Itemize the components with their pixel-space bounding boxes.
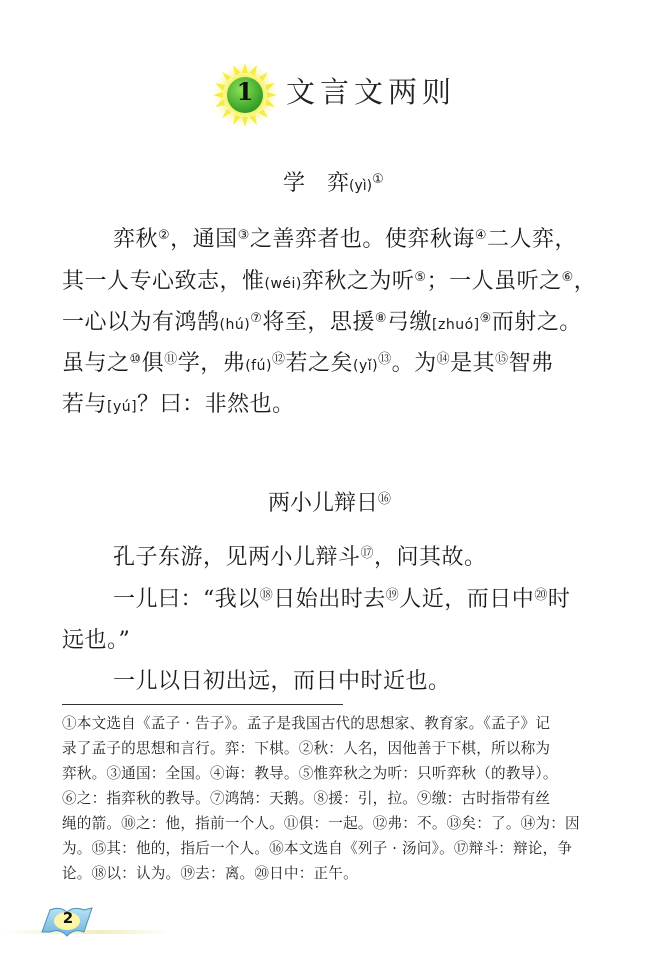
footnote-marker: ② <box>158 228 171 243</box>
footnote-marker: ⑥ <box>561 270 574 285</box>
footnote-line: 为。⑮其：他的，指后一个人。⑯本文选自《列子 · 汤问》。⑰辩斗：辩论，争 <box>62 840 573 857</box>
text: 而射之。 <box>491 310 582 335</box>
text-line <box>113 540 487 571</box>
text: 弈秋 <box>113 227 159 252</box>
lesson-title: 文言文两则 <box>286 75 457 109</box>
text-line <box>62 623 130 654</box>
text: 人近，而日中 <box>399 587 535 612</box>
text-line <box>62 346 554 377</box>
text: 孔子东游，见两小儿辩斗 <box>113 545 361 570</box>
text-line <box>113 222 577 253</box>
footnote-marker: ③ <box>237 228 250 243</box>
footnote-marker: ⑦ <box>250 311 263 326</box>
footnote-line: ⑥之：指弈秋的教导。⑦鸿鹄：天鹅。⑧援：引，拉。⑨缴：古时指带有丝 <box>62 790 551 807</box>
text: 日始出时去 <box>273 587 386 612</box>
footnote-divider <box>62 704 343 705</box>
text: 俱 <box>141 351 165 376</box>
lesson-number: 1 <box>236 77 254 106</box>
footnote-marker: ⑳ <box>534 588 548 603</box>
pinyin: [zhuó] <box>432 317 480 333</box>
text: ；一人虽听之 <box>426 269 562 294</box>
footnote-marker: ⑫ <box>271 352 286 367</box>
footnote-marker: ⑨ <box>479 311 492 326</box>
footnote-marker: ⑰ <box>360 546 375 561</box>
text: ，问其故。 <box>374 545 487 570</box>
pinyin: (fú) <box>245 358 272 374</box>
footnote-marker: ⑭ <box>436 352 451 367</box>
pinyin: (hú) <box>219 317 251 333</box>
footnote-line: 论。⑱以：认为。⑲去：离。⑳日中：正午。 <box>62 865 358 882</box>
section-title-liangxiaoer <box>268 486 391 517</box>
title-char: 弈 <box>327 171 350 196</box>
text-line <box>113 664 451 695</box>
footnote-marker: ⑯ <box>378 492 392 507</box>
text: 智弗 <box>508 351 554 376</box>
footnote-marker: ⑩ <box>129 352 142 367</box>
lesson-number-badge <box>212 62 278 128</box>
footnote-line: 录了孟子的思想和言行。弈：下棋。②秋：人名，因他善于下棋，所以称为 <box>62 740 551 757</box>
footnote-marker: ⑱ <box>259 588 274 603</box>
title-text: 两小儿辩日 <box>268 491 379 516</box>
footnote-marker: ⑮ <box>495 352 509 367</box>
text: 若之矣 <box>285 351 353 376</box>
footnote-marker: ① <box>372 172 384 187</box>
text: 之善弈者也。使弈秋诲 <box>249 227 475 252</box>
text-line <box>62 305 582 336</box>
footnote-marker: ⑤ <box>414 270 427 285</box>
text: 若与 <box>62 392 108 417</box>
pinyin: (yì) <box>349 178 373 194</box>
text: 将至，思援 <box>262 310 375 335</box>
pinyin: [yú] <box>107 399 138 415</box>
text: 学，弗 <box>177 351 246 376</box>
text-line <box>62 264 596 295</box>
text: 一儿曰：“我以 <box>113 587 260 612</box>
text: 一儿以日初出远，而日中时近也。 <box>113 669 451 694</box>
pinyin: (yǐ) <box>352 358 379 374</box>
footnote-marker: ⑪ <box>164 352 178 367</box>
text: 是其 <box>450 351 496 376</box>
text: ？曰：非然也。 <box>137 392 295 417</box>
text: 时 <box>547 587 571 612</box>
text: ， <box>573 269 597 294</box>
footnote-marker: ④ <box>474 228 488 243</box>
footnote-line: 绳的箭。⑩之：他，指前一个人。⑪俱：一起。⑫弗：不。⑬矣：了。⑭为：因 <box>62 815 580 832</box>
text: 一心以为有鸿鹄 <box>62 310 220 335</box>
text-line <box>62 387 295 418</box>
title-char: 学 <box>283 171 306 196</box>
text: 虽与之 <box>62 351 130 376</box>
text: 弓缴 <box>387 310 433 335</box>
page-number: 2 <box>62 909 74 927</box>
footnote-marker: ⑲ <box>385 588 400 603</box>
text: 。为 <box>391 351 437 376</box>
text: 其一人专心致志，惟 <box>62 269 265 294</box>
footnote-line: 弈秋。③通国：全国。④诲：教导。⑤惟弈秋之为听：只听弈秋（的教导）。 <box>62 765 558 782</box>
section-title-xueyi <box>283 166 384 197</box>
footnote-line: ①本文选自《孟子 · 告子》。孟子是我国古代的思想家、教育家。《孟子》记 <box>62 715 551 732</box>
text: 弈秋之为听 <box>301 269 415 294</box>
text: ，通国 <box>170 227 238 252</box>
text-line <box>113 582 570 613</box>
pinyin: (wéi) <box>264 276 302 292</box>
footnote-marker: ⑬ <box>378 352 392 367</box>
text: 二人弈， <box>487 227 578 252</box>
footnote-marker: ⑧ <box>374 311 388 326</box>
text: 远也。” <box>62 628 131 653</box>
